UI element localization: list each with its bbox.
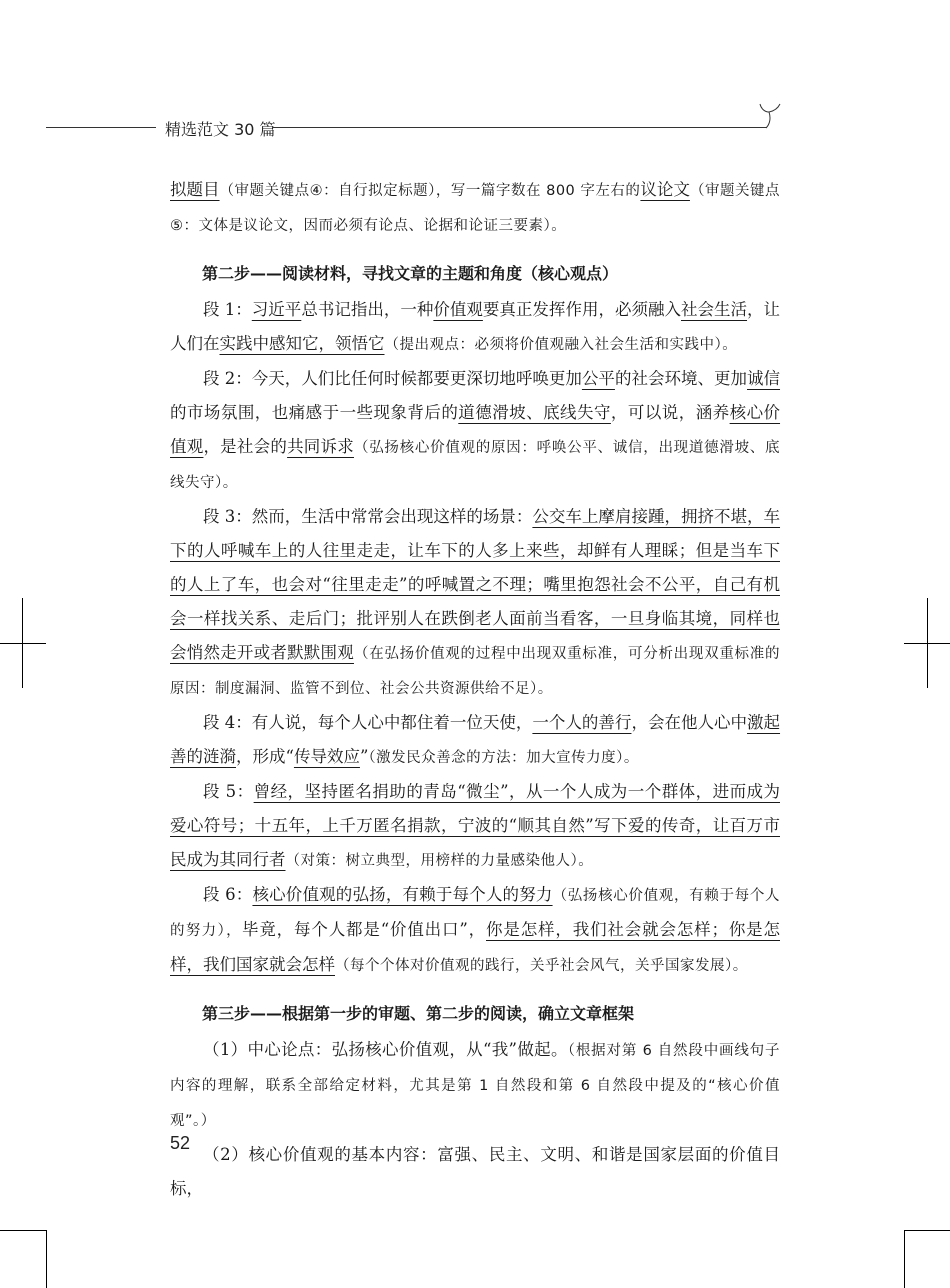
annotation-note: （审题关键点④：自行拟定标题），写一篇字数在 800 字左右的 xyxy=(219,183,641,199)
paragraph-3 xyxy=(170,500,780,706)
underline-phrase: 核心价值观 xyxy=(170,403,781,456)
paragraph-4 xyxy=(170,706,780,775)
underline-phrase: 激起善的涟漪 xyxy=(170,713,781,766)
underline-phrase: 议论文 xyxy=(640,180,690,199)
underline-phrase: 核心价值观的弘扬，有赖于每个人的努力 xyxy=(252,885,553,904)
page-number: 52 xyxy=(170,1133,191,1153)
text: 的社会环境、更加 xyxy=(614,369,747,388)
framework-item-2 xyxy=(170,1138,780,1206)
underline-phrase: 实践中感知它，领悟它 xyxy=(219,334,385,353)
step3-heading: 第三步——根据第一步的审题、第二步的阅读，确立文章框架 xyxy=(202,1004,635,1023)
sprout-ornament-icon xyxy=(752,100,784,132)
underline-phrase: 公平 xyxy=(581,369,615,388)
annotation-note: （在弘扬价值观的过程中出现双重标准，可分析出现双重标准的原因：制度漏洞、监管不到位、社会公共资源供给不足）。 xyxy=(170,646,781,697)
crop-mark-bl-h xyxy=(0,1230,46,1231)
underline-phrase: 共同诉求 xyxy=(287,437,354,456)
text: ” xyxy=(359,747,369,766)
annotation-note: （每个个体对价值观的践行，关乎社会风气，关乎国家发展）。 xyxy=(335,958,748,974)
header-rule-right xyxy=(272,127,767,128)
text: ，会在他人心中 xyxy=(631,713,748,732)
underline-phrase: 道德滑坡、底线失守 xyxy=(458,403,611,422)
paragraph-5 xyxy=(170,775,780,878)
crop-mark-right-h xyxy=(904,643,950,644)
text: 段 3：然而，生活中常常会出现这样的场景： xyxy=(203,507,533,526)
underline-phrase: 传导效应 xyxy=(293,747,360,766)
intro-paragraph xyxy=(170,173,780,243)
text: 段 6： xyxy=(203,885,253,904)
annotation-note: （弘扬核心价值观的原因：呼唤公平、诚信，出现道德滑坡、底线失守）。 xyxy=(170,440,781,491)
paragraph-1 xyxy=(170,293,780,362)
underline-phrase: 社会生活 xyxy=(681,300,748,319)
crop-mark-br-h xyxy=(904,1230,950,1231)
text: ，让人们在 xyxy=(170,300,781,353)
underline-phrase: 一个人的善行 xyxy=(532,713,632,732)
annotation-note: （对策：树立典型，用榜样的力量感染他人）。 xyxy=(285,853,594,869)
text: 段 5： xyxy=(203,782,254,801)
underline-phrase: 习近平 xyxy=(251,300,302,319)
header-rule-left xyxy=(46,127,156,128)
text: 要真正发挥作用，必须融入 xyxy=(482,300,681,319)
crop-mark-bl-v xyxy=(46,1230,47,1288)
annotation-note: （弘扬核心价值观，有赖于每个人的努力）， xyxy=(170,888,780,939)
text: ，形成“ xyxy=(236,747,294,766)
crop-mark-br-v xyxy=(904,1230,905,1288)
text: ，可以说，涵养 xyxy=(610,403,730,422)
annotation-note: （提出观点：必须将价值观融入社会生活和实践中）。 xyxy=(384,337,738,353)
running-header-title: 精选范文 30 篇 xyxy=(165,120,276,139)
underline-phrase: 价值观 xyxy=(433,300,483,319)
framework-item-1 xyxy=(170,1033,780,1138)
annotation-note: （审题关键点⑤：文体是议论文，因而必须有论点、论据和论证三要素）。 xyxy=(170,183,780,234)
text: 段 4：有人说，每个人心中都住着一位天使， xyxy=(203,713,533,732)
text: 段 2：今天，人们比任何时候都要更深切地呼唤更加 xyxy=(203,369,582,388)
text: 的市场氛围，也痛感于一些现象背后的 xyxy=(170,403,459,422)
text: 段 1： xyxy=(203,300,252,319)
underline-phrase: 诚信 xyxy=(747,369,781,388)
text: 毕竟，每个人都是“价值出口”， xyxy=(241,920,486,939)
annotation-note: （激发民众善念的方法：加大宣传力度）。 xyxy=(368,750,639,766)
step2-heading: 第二步——阅读材料，寻找文章的主题和角度（核心观点） xyxy=(202,264,619,283)
text: 总书记指出，一种 xyxy=(301,300,434,319)
text: （2）核心价值观的基本内容：富强、民主、文明、和谐是国家层面的价值目标， xyxy=(170,1145,780,1198)
paragraph-6 xyxy=(170,878,780,983)
annotation-note: （根据对第 6 自然段中画线句子内容的理解，联系全部给定材料，尤其是第 1 自然段和第 6 自然段中提及的“核心价值观”。） xyxy=(170,1043,780,1129)
underline-phrase: 你是怎样，我们社会就会怎样；你是怎样，我们国家就会怎样 xyxy=(170,920,780,974)
text: ，是社会的 xyxy=(203,437,288,456)
underline-phrase: 拟题目 xyxy=(170,180,220,199)
paragraph-2 xyxy=(170,362,780,500)
underline-phrase: 公交车上摩肩接踵，拥挤不堪，车下的人呼喊车上的人往里走走，让车下的人多上来些，却鲜有人理睬；但是当车下的人上了车，也会对“往里走走”的呼喊置之不理；嘴里抱怨社会不公平，自己有机会一样找关系、走后门；批评别人在跌倒老人面前当看客，一旦身临其境，同样也会悄然走开或者默默围观 xyxy=(170,507,781,662)
crop-mark-left-h xyxy=(0,643,46,644)
text: （1）中心论点：弘扬核心价值观，从“我”做起。 xyxy=(203,1040,568,1059)
page-body xyxy=(170,173,780,1206)
underline-phrase: 曾经，坚持匿名捐助的青岛“微尘”，从一个人成为一个群体，进而成为爱心符号；十五年，上千万匿名捐款，宁波的“顺其自然”写下爱的传奇，让百万市民成为其同行者 xyxy=(170,782,780,869)
